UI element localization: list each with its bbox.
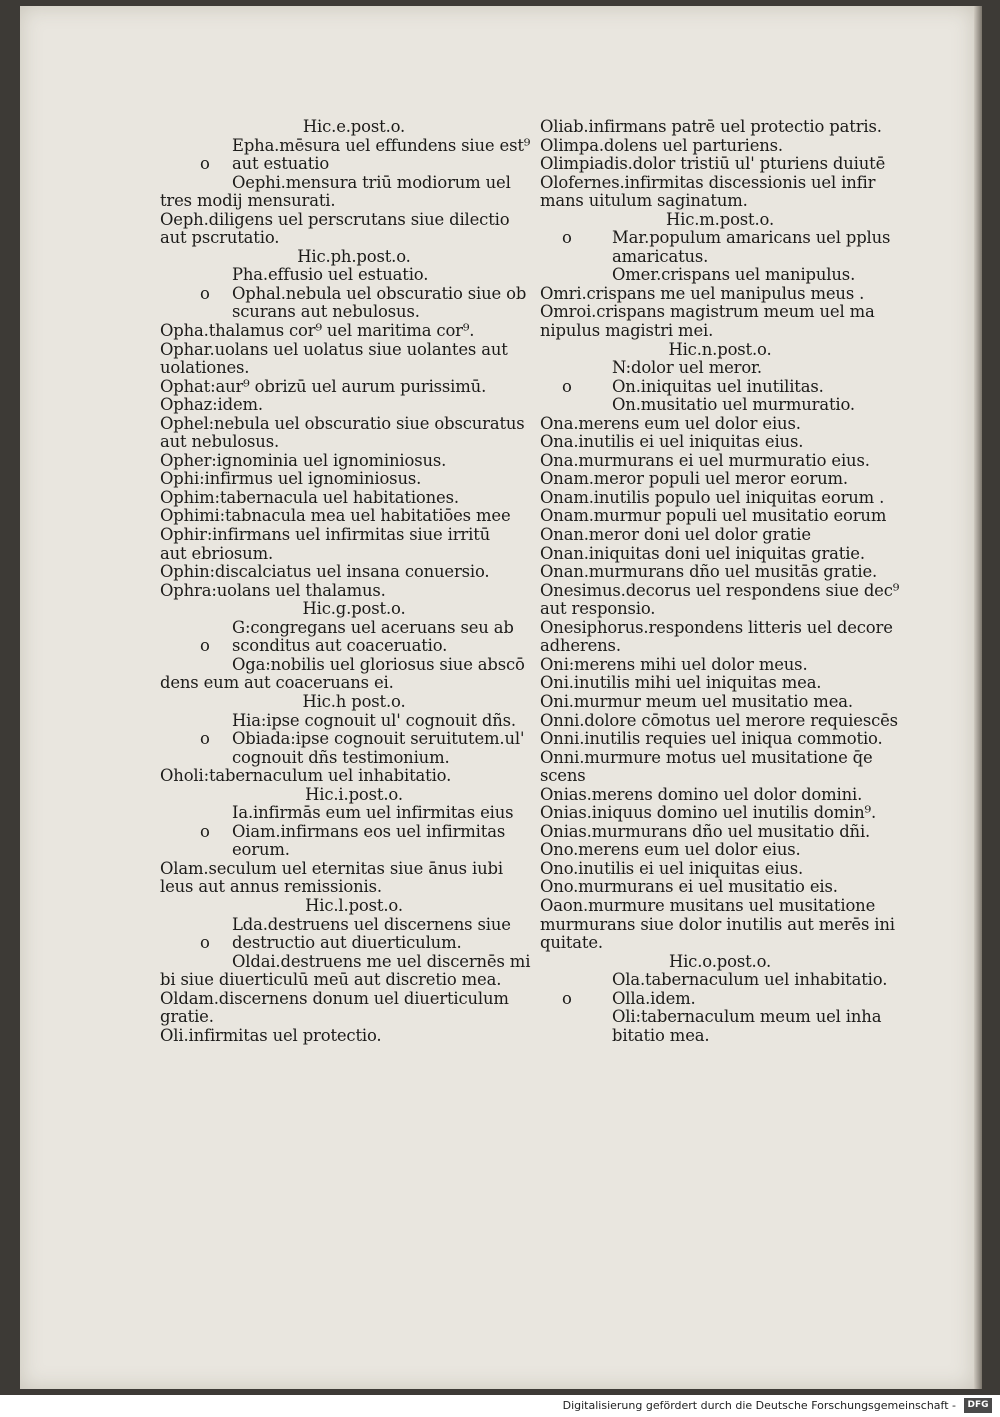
text-line — [540, 1027, 900, 1046]
text-line — [160, 730, 548, 749]
line-text: Hic.h post.o. — [302, 691, 406, 711]
text-line — [540, 749, 900, 768]
text-line — [540, 452, 900, 471]
text-line — [540, 303, 900, 322]
margin-marker: o — [200, 933, 210, 953]
text-line — [540, 545, 900, 564]
line-text: Ophir:infirmans uel infirmitas siue irritū — [160, 525, 491, 545]
margin-marker: o — [200, 154, 210, 174]
line-text: Ophat:aur⁹ obrizū uel aurum purissimū. — [160, 376, 487, 396]
section-heading — [160, 693, 548, 712]
line-text: G:congregans uel aceruans seu ab — [232, 617, 514, 637]
line-text: Ono.merens eum uel dolor eius. — [540, 840, 801, 860]
line-text: Oga:nobilis uel gloriosus siue abscō — [232, 654, 525, 674]
margin-marker: o — [200, 729, 210, 749]
line-text: On.musitatio uel murmuratio. — [612, 395, 855, 415]
line-text: aut responsio. — [540, 599, 656, 619]
line-text: eorum. — [232, 840, 290, 860]
line-text: Hia:ipse cognouit ul' cognouit dñs. — [232, 710, 516, 730]
text-line — [540, 600, 900, 619]
line-text: sconditus aut coaceruatio. — [232, 636, 448, 656]
text-line — [160, 1027, 548, 1046]
text-line — [160, 526, 548, 545]
line-text: mans uitulum saginatum. — [540, 191, 748, 211]
text-line — [160, 433, 548, 452]
text-line — [160, 507, 548, 526]
text-line — [540, 229, 900, 248]
book-page — [20, 6, 974, 1389]
line-text: murmurans siue dolor inutilis aut merēs ini — [540, 914, 895, 934]
line-text: Hic.ph.post.o. — [297, 246, 411, 266]
line-text: Hic.n.post.o. — [668, 339, 772, 359]
text-line — [160, 545, 548, 564]
text-line — [540, 860, 900, 879]
line-text: Onam.meror populi uel meror eorum. — [540, 469, 848, 489]
line-text: Onesiphorus.respondens litteris uel decore — [540, 617, 893, 637]
text-line — [540, 137, 900, 156]
line-text: Ona.merens eum uel dolor eius. — [540, 413, 801, 433]
line-text: Omroi.crispans magistrum meum uel ma — [540, 302, 875, 322]
line-text: scens — [540, 766, 586, 786]
section-heading — [540, 211, 900, 230]
line-text: Hic.o.post.o. — [668, 951, 772, 971]
dfg-logo-icon: DFG — [964, 1398, 992, 1413]
line-text: Oni.murmur meum uel musitatio mea. — [540, 691, 853, 711]
line-text: Onesimus.decorus uel respondens siue dec⁹ — [540, 580, 900, 600]
section-heading — [160, 248, 548, 267]
line-text: bi siue diuerticulū meū aut discretio mea. — [160, 970, 502, 990]
text-line — [540, 971, 900, 990]
text-line — [540, 526, 900, 545]
text-line — [160, 563, 548, 582]
text-line — [160, 934, 548, 953]
text-line — [160, 285, 548, 304]
line-text: Onni.inutilis requies uel iniqua commotio. — [540, 729, 883, 749]
line-text: nipulus magistri mei. — [540, 321, 714, 341]
page-edge — [974, 6, 982, 1389]
line-text: Ophel:nebula uel obscuratio siue obscuratus — [160, 413, 525, 433]
line-text: Opher:ignominia uel ignominiosus. — [160, 450, 447, 470]
text-line — [160, 749, 548, 768]
text-line — [540, 396, 900, 415]
line-text: Oephi.mensura triū modiorum uel — [232, 172, 511, 192]
text-line — [160, 137, 548, 156]
text-line — [540, 582, 900, 601]
margin-marker: o — [562, 228, 572, 248]
line-text: On.iniquitas uel inutilitas. — [612, 376, 824, 396]
line-text: Oiam.infirmans eos uel infirmitas — [232, 821, 506, 841]
text-line — [540, 433, 900, 452]
text-line — [540, 192, 900, 211]
line-text: Onam.murmur populi uel musitatio eorum — [540, 506, 887, 526]
text-line — [540, 155, 900, 174]
line-text: Hic.e.post.o. — [302, 117, 406, 136]
line-text: Olla.idem. — [612, 988, 696, 1008]
text-line — [160, 303, 548, 322]
text-line — [160, 674, 548, 693]
line-text: bitatio mea. — [612, 1025, 710, 1045]
line-text: Ia.infirmās eum uel infirmitas eius — [232, 803, 514, 823]
line-text: Onias.merens domino uel dolor domini. — [540, 784, 863, 804]
text-line — [160, 767, 548, 786]
line-text: aut estuatio — [232, 154, 330, 174]
text-line — [540, 489, 900, 508]
line-text: Ona.murmurans ei uel murmuratio eius. — [540, 450, 870, 470]
text-line — [160, 804, 548, 823]
line-text: tres modij mensurati. — [160, 191, 336, 211]
section-heading — [160, 600, 548, 619]
line-text: Onni.murmure motus uel musitatione q̄e — [540, 747, 873, 767]
line-text: leus aut annus remissionis. — [160, 877, 382, 897]
text-line — [540, 823, 900, 842]
line-text: N:dolor uel meror. — [612, 358, 762, 378]
text-line — [160, 266, 548, 285]
line-text: Onias.murmurans dño uel musitatio dñi. — [540, 821, 871, 841]
line-text: Ophimi:tabnacula mea uel habitatiōes mee — [160, 506, 511, 526]
line-text: Omer.crispans uel manipulus. — [612, 265, 856, 285]
line-text: Ono.murmurans ei uel musitatio eis. — [540, 877, 838, 897]
funding-credit: Digitalisierung gefördert durch die Deutsche Forschungsgemeinschaft - — [562, 1399, 956, 1412]
line-text: Obiada:ipse cognouit seruitutem.ul' — [232, 729, 525, 749]
line-text: dens eum aut coaceruans ei. — [160, 673, 394, 693]
text-line — [540, 730, 900, 749]
text-line — [540, 1008, 900, 1027]
margin-marker: o — [200, 636, 210, 656]
text-line — [160, 860, 548, 879]
text-line — [160, 452, 548, 471]
section-heading — [160, 897, 548, 916]
line-text: Ola.tabernaculum uel inhabitatio. — [612, 970, 888, 990]
line-text: Onam.inutilis populo uel iniquitas eorum . — [540, 487, 885, 507]
text-line — [540, 916, 900, 935]
line-text: Olimpiadis.dolor tristiū ul' pturiens duiutē — [540, 154, 886, 174]
text-line — [540, 507, 900, 526]
line-text: Onan.murmurans dño uel musitās gratie. — [540, 562, 878, 582]
line-text: Onan.iniquitas doni uel iniquitas gratie. — [540, 543, 865, 563]
line-text: Oaon.murmure musitans uel musitatione — [540, 895, 876, 915]
line-text: aut ebriosum. — [160, 543, 274, 563]
line-text: quitate. — [540, 933, 603, 953]
text-line — [160, 378, 548, 397]
text-line — [540, 470, 900, 489]
text-line — [540, 674, 900, 693]
text-line — [160, 229, 548, 248]
text-line — [160, 712, 548, 731]
text-line — [540, 118, 900, 137]
line-text: Hic.i.post.o. — [305, 784, 403, 804]
text-line — [160, 174, 548, 193]
text-line — [540, 767, 900, 786]
text-line — [540, 878, 900, 897]
line-text: Ophim:tabernacula uel habitationes. — [160, 487, 459, 507]
line-text: Ona.inutilis ei uel iniquitas eius. — [540, 432, 804, 452]
text-line — [160, 878, 548, 897]
text-line — [540, 637, 900, 656]
text-line — [160, 415, 548, 434]
text-line — [160, 396, 548, 415]
text-line — [540, 712, 900, 731]
line-text: Mar.populum amaricans uel pplus — [612, 228, 891, 248]
line-text: Onni.dolore cōmotus uel merore requiescēs — [540, 710, 898, 730]
line-text: aut pscrutatio. — [160, 228, 280, 248]
section-heading — [160, 786, 548, 805]
text-line — [540, 656, 900, 675]
line-text: Oliab.infirmans patrē uel protectio patris. — [540, 117, 882, 136]
margin-marker: o — [562, 376, 572, 396]
text-line — [160, 916, 548, 935]
line-text: scurans aut nebulosus. — [232, 302, 420, 322]
line-text: Ophal.nebula uel obscuratio siue ob — [232, 283, 527, 303]
text-line — [540, 359, 900, 378]
line-text: destructio aut diuerticulum. — [232, 933, 462, 953]
margin-marker: o — [562, 988, 572, 1008]
line-text: Hic.m.post.o. — [665, 209, 775, 229]
text-line — [160, 823, 548, 842]
text-line — [160, 990, 548, 1009]
line-text: Epha.mēsura uel effundens siue est⁹ — [232, 135, 531, 155]
line-text: Pha.effusio uel estuatio. — [232, 265, 429, 285]
line-text: Ophra:uolans uel thalamus. — [160, 580, 386, 600]
text-line — [160, 359, 548, 378]
line-text: Hic.l.post.o. — [305, 895, 403, 915]
text-line — [540, 786, 900, 805]
text-line — [160, 582, 548, 601]
line-text: adherens. — [540, 636, 621, 656]
text-line — [160, 971, 548, 990]
margin-marker: o — [200, 821, 210, 841]
line-text: Oldai.destruens me uel discernēs mi — [232, 951, 531, 971]
line-text: Olam.seculum uel eternitas siue ānus iubi — [160, 858, 503, 878]
footer-bar — [0, 1395, 1000, 1417]
right-text-column — [540, 118, 900, 1045]
text-line — [540, 378, 900, 397]
line-text: Olofernes.infirmitas discessionis uel infir — [540, 172, 876, 192]
text-line — [540, 693, 900, 712]
text-line — [540, 804, 900, 823]
line-text: Ono.inutilis ei uel iniquitas eius. — [540, 858, 804, 878]
line-text: Omri.crispans me uel manipulus meus . — [540, 283, 865, 303]
text-line — [540, 248, 900, 267]
line-text: Oldam.discernens donum uel diuerticulum — [160, 988, 509, 1008]
text-line — [540, 934, 900, 953]
line-text: Lda.destruens uel discernens siue — [232, 914, 511, 934]
text-line — [160, 619, 548, 638]
text-line — [540, 563, 900, 582]
line-text: cognouit dñs testimonium. — [232, 747, 450, 767]
line-text: Oni.inutilis mihi uel iniquitas mea. — [540, 673, 822, 693]
line-text: amaricatus. — [612, 246, 709, 266]
text-line — [540, 285, 900, 304]
section-heading — [540, 953, 900, 972]
text-line — [160, 1008, 548, 1027]
section-heading — [160, 118, 548, 137]
line-text: Ophi:infirmus uel ignominiosus. — [160, 469, 422, 489]
margin-marker: o — [200, 283, 210, 303]
line-text: Ophin:discalciatus uel insana conuersio. — [160, 562, 490, 582]
text-line — [540, 897, 900, 916]
text-line — [540, 990, 900, 1009]
line-text: Opha.thalamus cor⁹ uel maritima cor⁹. — [160, 321, 475, 341]
text-line — [540, 174, 900, 193]
line-text: Ophar.uolans uel uolatus siue uolantes aut — [160, 339, 508, 359]
line-text: Oni:merens mihi uel dolor meus. — [540, 654, 808, 674]
left-text-column — [160, 118, 548, 1045]
line-text: Olimpa.dolens uel parturiens. — [540, 135, 783, 155]
line-text: Oli.infirmitas uel protectio. — [160, 1025, 382, 1045]
text-line — [160, 322, 548, 341]
text-line — [160, 656, 548, 675]
text-line — [540, 266, 900, 285]
text-line — [160, 489, 548, 508]
line-text: Onias.iniquus domino uel inutilis domin⁹. — [540, 803, 877, 823]
line-text: Oli:tabernaculum meum uel inha — [612, 1007, 882, 1027]
text-line — [160, 953, 548, 972]
text-line — [540, 322, 900, 341]
text-line — [540, 619, 900, 638]
line-text: Onan.meror doni uel dolor gratie — [540, 525, 811, 545]
line-text: gratie. — [160, 1007, 214, 1027]
text-line — [540, 841, 900, 860]
text-line — [160, 155, 548, 174]
text-line — [160, 470, 548, 489]
line-text: Oeph.diligens uel perscrutans siue dilectio — [160, 209, 510, 229]
text-line — [160, 841, 548, 860]
text-line — [160, 341, 548, 360]
line-text: Ophaz:idem. — [160, 395, 263, 415]
text-line — [160, 211, 548, 230]
line-text: aut nebulosus. — [160, 432, 280, 452]
line-text: Hic.g.post.o. — [302, 599, 406, 619]
text-line — [540, 415, 900, 434]
line-text: Oholi:tabernaculum uel inhabitatio. — [160, 766, 452, 786]
text-line — [160, 192, 548, 211]
section-heading — [540, 341, 900, 360]
line-text: uolationes. — [160, 358, 250, 378]
text-line — [160, 637, 548, 656]
